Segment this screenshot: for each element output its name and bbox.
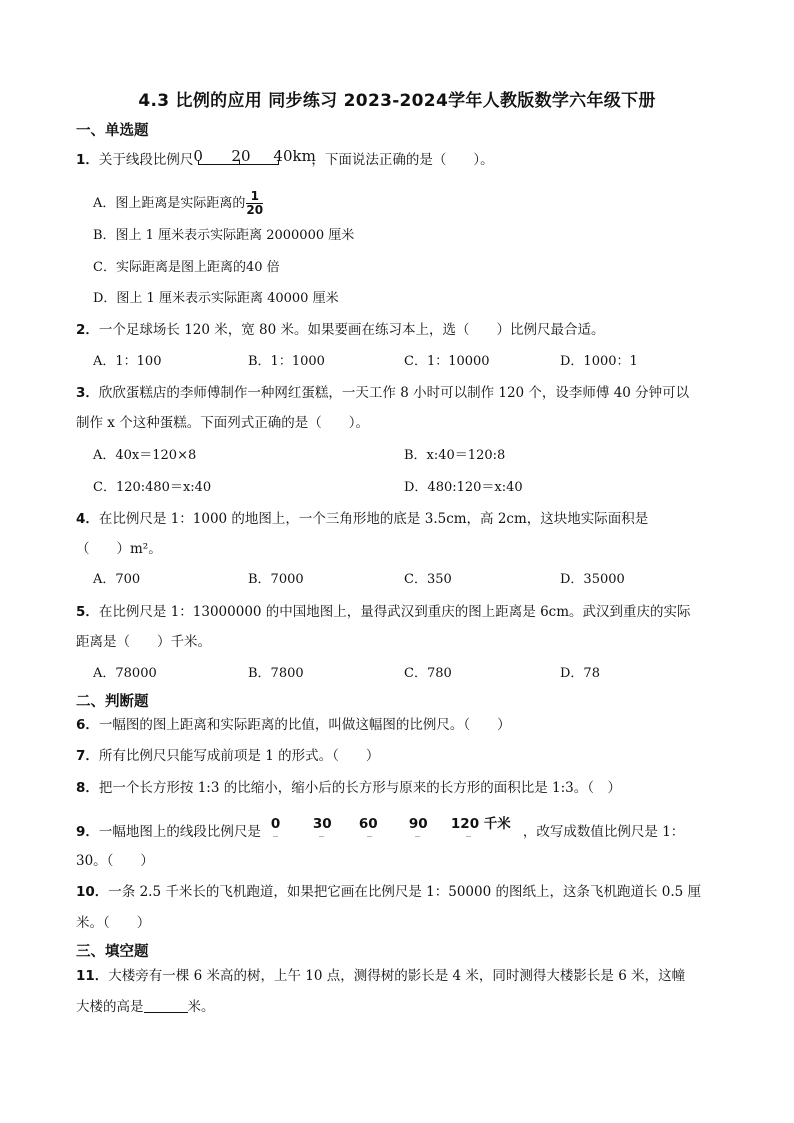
- question-4-line-2: （ ）m²。: [76, 541, 162, 557]
- question-text: 把一个长方形按 1:3 的比缩小，缩小后的长方形与原来的长方形的面积比是 1:3。（ ）: [98, 780, 621, 796]
- question-4: [76, 509, 648, 529]
- option-d[interactable]: D．35000: [560, 572, 625, 587]
- section-heading-true-false: 二、判断题: [76, 694, 149, 710]
- option-b[interactable]: B．图上 1 厘米表示实际距离 2000000 厘米: [93, 228, 355, 243]
- question-text: 一幅图的图上距离和实际距离的比值，叫做这幅图的比例尺。（ ）: [98, 717, 511, 733]
- question-number: 9．: [76, 824, 99, 840]
- option-a[interactable]: A．40x＝120×8: [93, 448, 197, 463]
- question-number: 7．: [76, 748, 99, 764]
- question-3: [76, 383, 689, 403]
- option-b[interactable]: B．x:40＝120:8: [404, 448, 506, 463]
- question-text: 一条 2.5 千米长的飞机跑道，如果把它画在比例尺是 1：50000 的图纸上，这条飞机跑道长 0.5 厘: [108, 884, 702, 900]
- question-text: 在比例尺是 1：13000000 的中国地图上，量得武汉到重庆的图上距离是 6cm。武汉到重庆的实际: [98, 604, 691, 620]
- option-text: A．图上距离是实际距离的: [93, 196, 246, 211]
- question-number: 1．: [76, 152, 99, 168]
- question-text: 大楼旁有一棵 6 米高的树，上午 10 点，测得树的影长是 4 米，同时测得大楼影长是 6 米，这幢: [108, 968, 686, 984]
- option-d[interactable]: D．78: [560, 666, 600, 681]
- scale-label-120: 120 千米: [450, 816, 511, 832]
- option-d[interactable]: D．480:120＝x:40: [404, 480, 523, 495]
- fraction: [246, 190, 263, 217]
- fraction-denominator: 20: [246, 203, 264, 217]
- option-b[interactable]: B．7800: [248, 666, 304, 681]
- question-number: 11．: [76, 968, 109, 984]
- question-3-line-2: 制作 x 个这种蛋糕。下面列式正确的是（ ）。: [76, 415, 369, 431]
- question-text: 所有比例尺只能写成前项是 1 的形式。（ ）: [98, 748, 380, 764]
- option-d[interactable]: D．图上 1 厘米表示实际距离 40000 厘米: [93, 291, 339, 306]
- question-5-line-2: 距离是（ ）千米。: [76, 634, 211, 650]
- option-b[interactable]: B．1：1000: [248, 354, 325, 369]
- answer-blank[interactable]: [144, 998, 188, 1013]
- option-a[interactable]: A．78000: [93, 666, 157, 681]
- scale-label-60: 60: [358, 816, 378, 832]
- question-9: [76, 814, 684, 842]
- question-text-end: 米。: [187, 999, 215, 1015]
- question-text-end: ，改写成数值比例尺是 1：: [522, 824, 685, 840]
- scale-label-90: 90: [408, 816, 428, 832]
- scale-tick: [466, 836, 471, 837]
- scale-bar: [198, 164, 278, 165]
- scale-label-0: 0: [270, 816, 281, 832]
- option-b[interactable]: B．7000: [248, 572, 304, 587]
- line-scale-graphic: [261, 814, 523, 838]
- section-heading-fill-blank: 三、填空题: [76, 944, 149, 960]
- scale-tick: [319, 836, 324, 837]
- scale-label-0: 0: [193, 147, 203, 165]
- question-8: [76, 778, 621, 798]
- scale-tick: [278, 160, 279, 165]
- option-c[interactable]: C．120:480＝x:40: [93, 480, 212, 495]
- option-d[interactable]: D．1000：1: [560, 354, 638, 369]
- option-a[interactable]: [93, 190, 263, 217]
- scale-tick: [273, 836, 278, 837]
- scale-tick: [415, 836, 420, 837]
- section-heading-single-choice: 一、单选题: [76, 123, 149, 139]
- question-11-line-2: [76, 997, 215, 1017]
- question-11: [76, 966, 685, 986]
- question-number: 3．: [76, 385, 99, 401]
- question-10-line-2: 米。（ ）: [76, 915, 151, 931]
- question-text-end: ，下面说法正确的是（ ）。: [311, 152, 494, 168]
- scale-tick: [367, 836, 372, 837]
- scale-tick: [198, 160, 199, 165]
- scale-tick: [239, 160, 240, 165]
- question-5: [76, 602, 691, 622]
- scale-label-30: 30: [312, 816, 332, 832]
- option-c[interactable]: C．780: [404, 666, 452, 681]
- question-7: [76, 746, 379, 766]
- question-text: 一幅地图上的线段比例尺是: [98, 824, 261, 840]
- question-2: [76, 320, 605, 340]
- question-10: [76, 882, 701, 902]
- option-c[interactable]: C．实际距离是图上距离的40 倍: [93, 260, 280, 275]
- question-text: 欣欣蛋糕店的李师傅制作一种网红蛋糕，一天工作 8 小时可以制作 120 个，设李师傅 40 分钟可以: [98, 385, 690, 401]
- question-text: 关于线段比例尺: [98, 152, 194, 168]
- question-number: 6．: [76, 717, 99, 733]
- option-c[interactable]: C．350: [404, 572, 452, 587]
- question-6: [76, 715, 511, 735]
- option-a[interactable]: A．1：100: [93, 354, 162, 369]
- question-text: 大楼的高是: [76, 999, 144, 1015]
- question-number: 10．: [76, 884, 109, 900]
- scale-label-20: 20: [231, 147, 251, 165]
- page-title: 4.3 比例的应用 同步练习 2023-2024学年人教版数学六年级下册: [138, 91, 656, 111]
- question-1: [76, 148, 494, 170]
- question-number: 4．: [76, 511, 99, 527]
- question-number: 2．: [76, 322, 99, 338]
- option-c[interactable]: C．1：10000: [404, 354, 490, 369]
- question-text: 一个足球场长 120 米，宽 80 米。如果要画在练习本上，选（ ）比例尺最合适。: [98, 322, 605, 338]
- question-9-line-2: 30。（ ）: [76, 853, 154, 869]
- question-number: 8．: [76, 780, 99, 796]
- scale-label-40km: 40km: [273, 147, 316, 165]
- fraction-numerator: 1: [250, 189, 259, 203]
- question-text: 在比例尺是 1：1000 的地图上，一个三角形地的底是 3.5cm，高 2cm，这块地实际面积是: [98, 511, 649, 527]
- question-number: 5．: [76, 604, 99, 620]
- line-scale-graphic: [193, 147, 316, 168]
- option-a[interactable]: A．700: [93, 572, 141, 587]
